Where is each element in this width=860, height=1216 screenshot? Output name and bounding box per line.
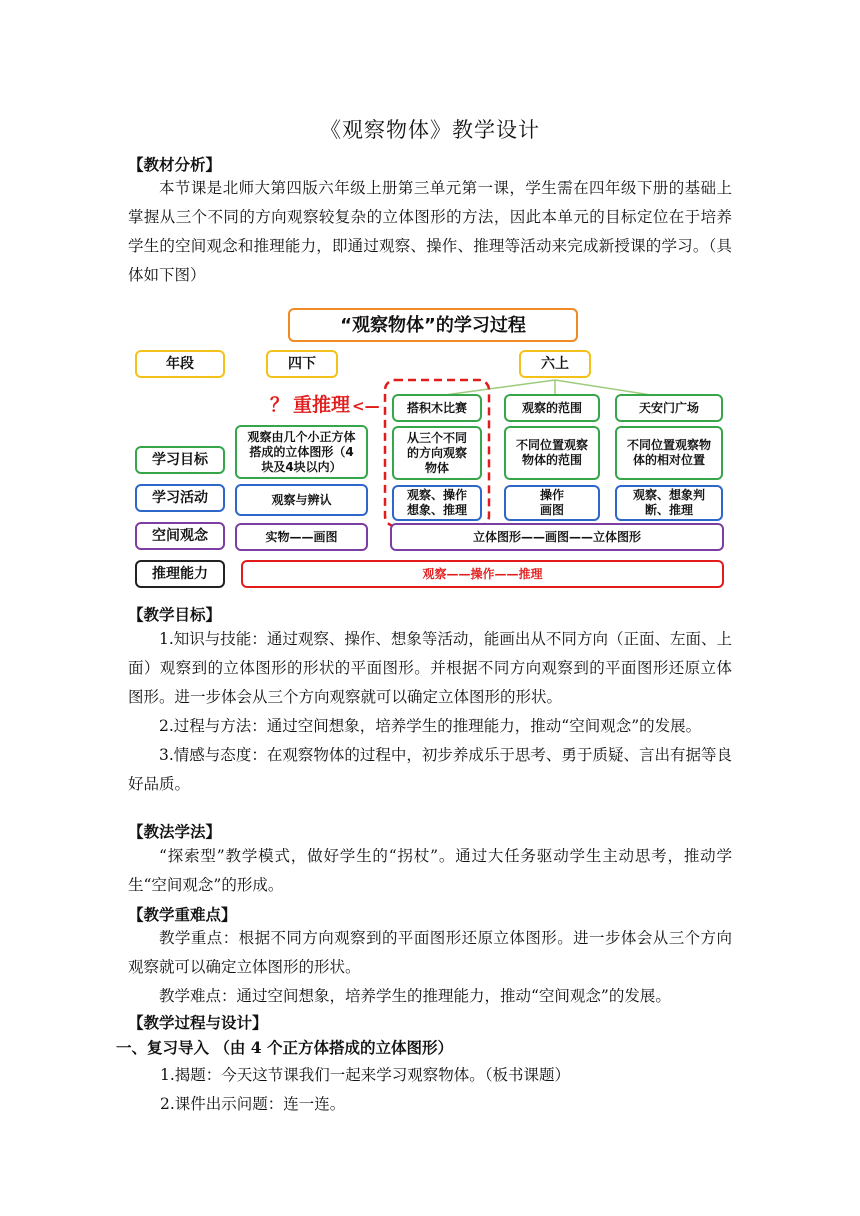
focus-label: [270, 390, 380, 417]
diagram-title: “观察物体”的学习过程: [288, 308, 578, 342]
methods-paragraph: [128, 842, 732, 900]
grade-6-box: 六上: [519, 350, 591, 378]
section-heading-methods: 【教法学法】: [128, 822, 222, 841]
goal-observation-range: 不同位置观察物体的范围: [504, 426, 600, 480]
teaching-goal-process: 2.过程与方法：通过空间想象，培养学生的推理能力，推动“空间观念”的发展。: [159, 717, 702, 735]
part-review-intro: 一、复习导入 （由 4 个正方体搭成的立体图形）: [116, 1038, 453, 1057]
row-label-grade: 年段: [135, 350, 225, 378]
activity-observe-operate: 观察、操作想象、推理: [392, 485, 482, 521]
space-grade-6: 立体图形——画图——立体图形: [390, 523, 724, 551]
activity-grade-4: 观察与辨认: [235, 484, 368, 516]
goal-three-directions: 从三个不同的方向观察物体: [392, 426, 482, 480]
row-label-goal: 学习目标: [135, 446, 225, 474]
lesson-building-blocks: 搭积木比赛: [392, 394, 482, 422]
grade-4-box: 四下: [266, 350, 338, 378]
section-heading-key-points: 【教学重难点】: [128, 905, 237, 924]
methods-text: “探索型”教学模式，做好学生的“拐杖”。通过大任务驱动学生主动思考，推动学生“空间观念”的形成。: [128, 847, 732, 894]
material-analysis-text: 本节课是北师大第四版六年级上册第三单元第一课，学生需在四年级下册的基础上掌握从三个不同的方向观察较复杂的立体图形的方法，因此本单元的目标定位在于培养学生的空间观念和推理能力，即通过观察、操作、推理等活动来完成新授课的学习。（具体如下图）: [128, 179, 732, 284]
activity-operate-draw: 操作画图: [504, 485, 600, 521]
step-show-question: 2.课件出示问题：连一连。: [160, 1095, 346, 1113]
focus-label-text: 重推理: [293, 394, 351, 416]
step-reveal-topic: 1.揭题：今天这节课我们一起来学习观察物体。（板书课题）: [160, 1066, 571, 1084]
section-heading-process: 【教学过程与设计】: [128, 1013, 268, 1032]
row-label-reasoning: 推理能力: [135, 560, 225, 588]
section-heading-teaching-goals: 【教学目标】: [128, 605, 222, 624]
material-analysis-paragraph: [128, 174, 732, 290]
goal-grade-4: 观察由几个小正方体搭成的立体图形（4块及4块以内）: [235, 425, 368, 479]
learning-process-diagram: [128, 302, 732, 592]
section-heading-material-analysis: 【教材分析】: [128, 155, 222, 174]
reasoning-bar: 观察——操作——推理: [241, 560, 724, 588]
lesson-tiananmen-square: 天安门广场: [615, 394, 723, 422]
key-points-block: [128, 924, 732, 1011]
key-point-text: 教学重点：根据不同方向观察到的平面图形还原立体图形。进一步体会从三个方向观察就可以确定立体图形的形状。: [128, 929, 732, 976]
document-title: 《观察物体》教学设计: [320, 118, 540, 142]
teaching-goal-attitude: 3.情感与态度：在观察物体的过程中，初步养成乐于思考、勇于质疑、言出有据等良好品质。: [128, 746, 732, 793]
arrow-icon: <—: [352, 397, 380, 415]
space-grade-4: 实物——画图: [235, 523, 368, 551]
teaching-goals-list: [128, 625, 732, 799]
lesson-observation-range: 观察的范围: [504, 394, 600, 422]
question-mark: ？: [270, 394, 290, 416]
difficult-point-text: 教学难点：通过空间想象，培养学生的推理能力，推动“空间观念”的发展。: [159, 987, 671, 1005]
activity-observe-imagine: 观察、想象判断、推理: [615, 485, 723, 521]
teaching-goal-knowledge: 1.知识与技能：通过观察、操作、想象等活动，能画出从不同方向（正面、左面、上面）观察到的立体图形的形状的平面图形。并根据不同方向观察到的平面图形还原立体图形。进一步体会从三个方向观察就可以确定立体图形的形状。: [128, 630, 732, 706]
row-label-space: 空间观念: [135, 522, 225, 550]
row-label-activity: 学习活动: [135, 484, 225, 512]
goal-relative-position: 不同位置观察物体的相对位置: [615, 426, 723, 480]
